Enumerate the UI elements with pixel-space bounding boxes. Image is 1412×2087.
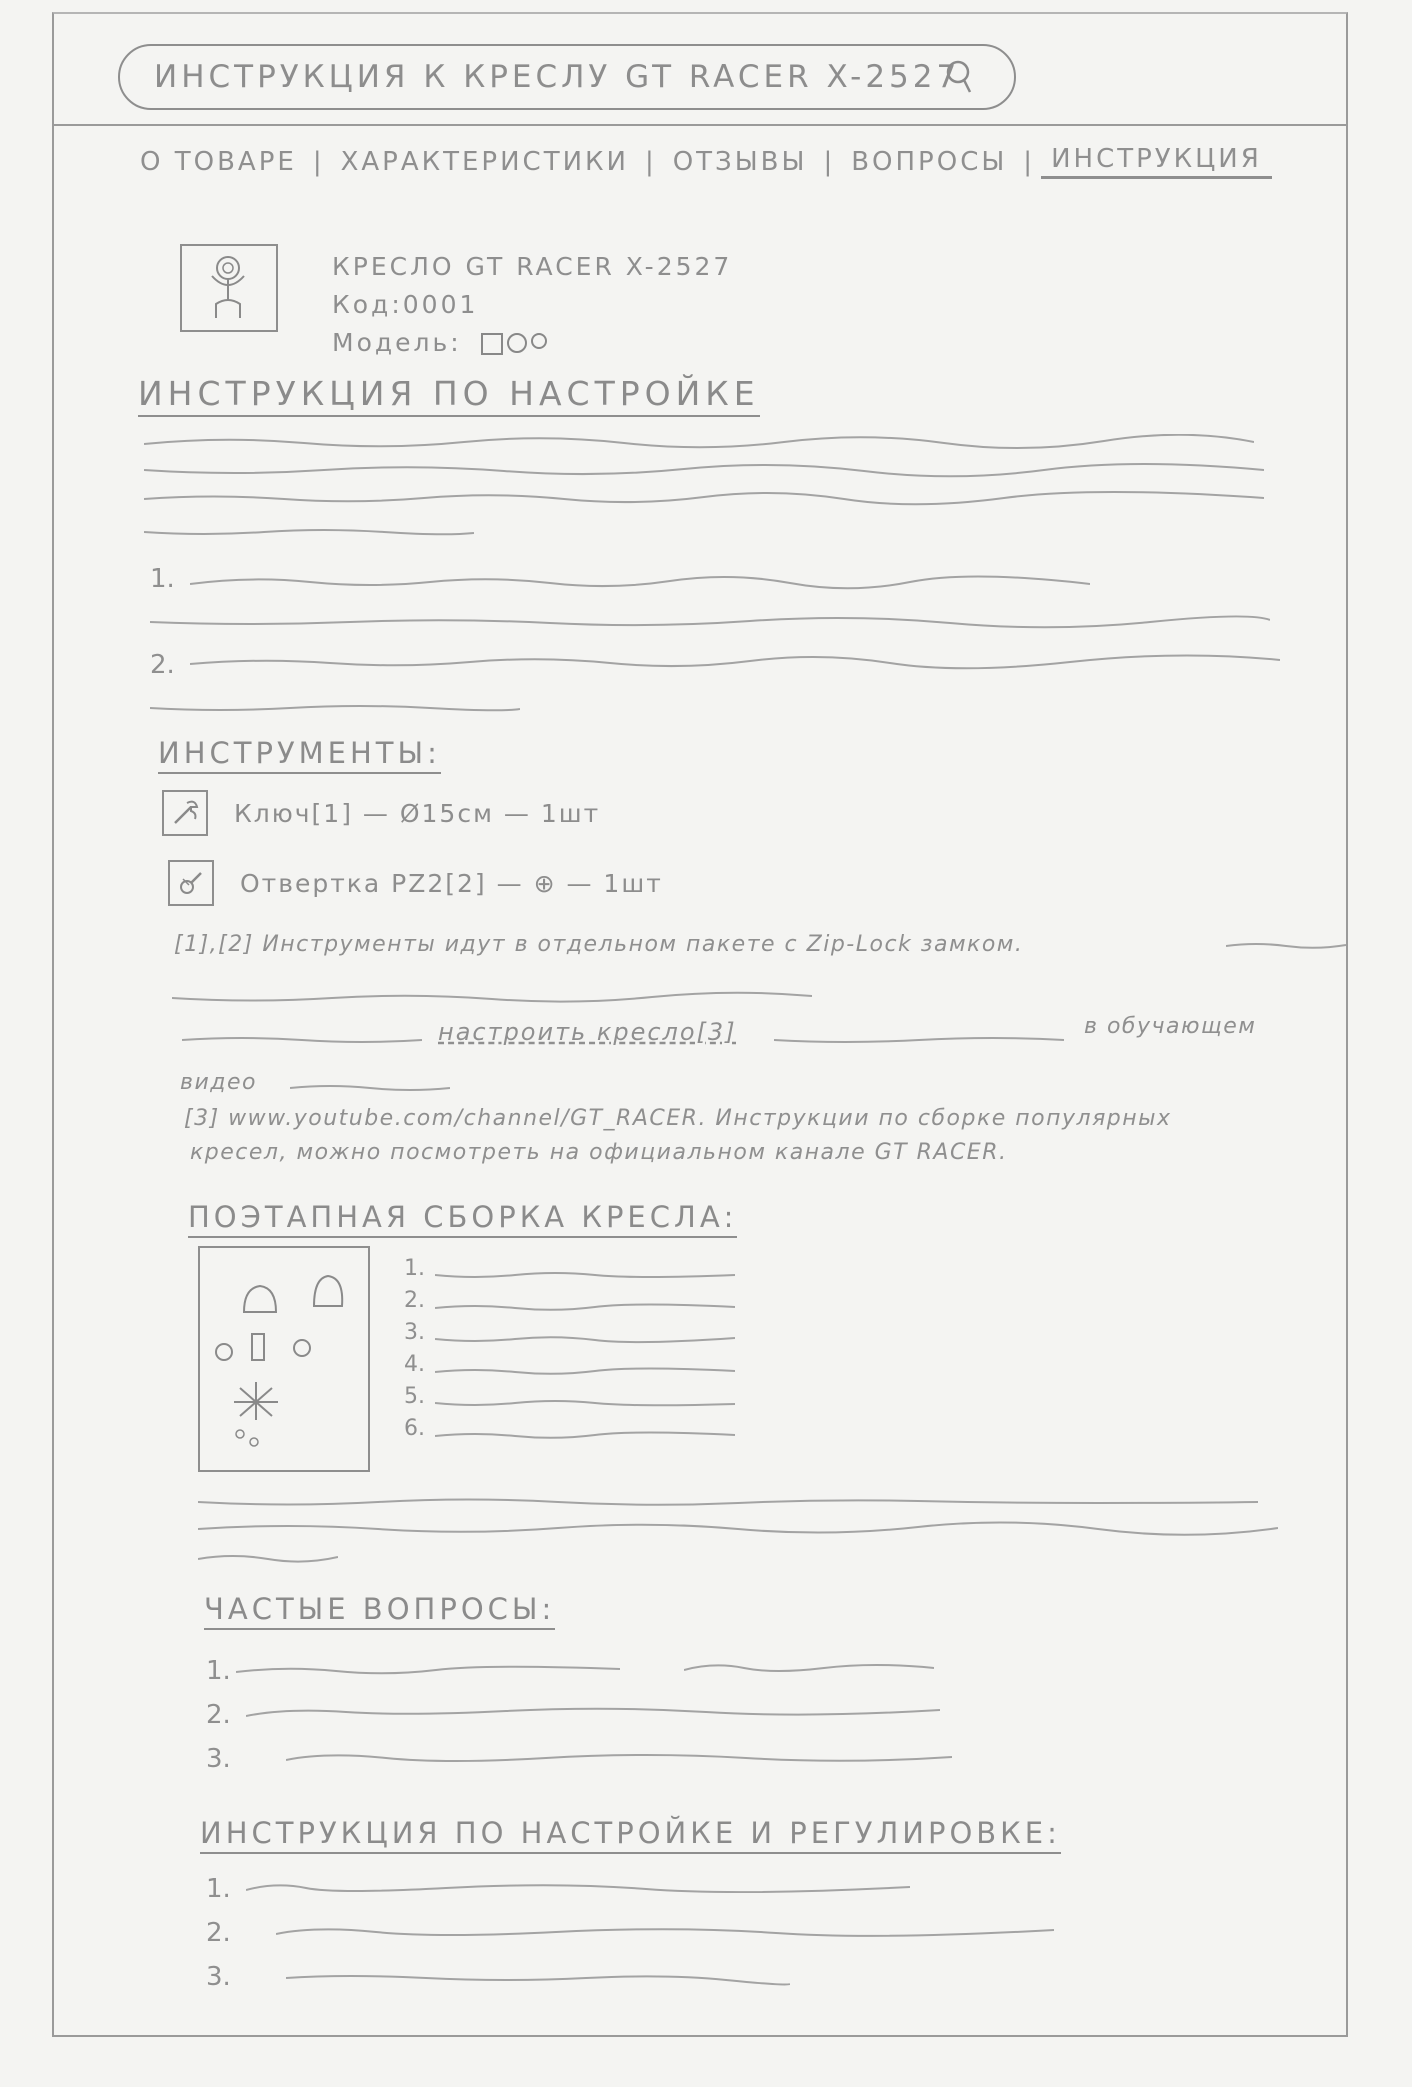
faq-item-number: 1. [206, 1656, 231, 1686]
text-line [246, 1880, 910, 1896]
faq-title: ЧАСТЫЕ ВОПРОСЫ: [204, 1592, 555, 1630]
step-number: 3. [404, 1319, 425, 1345]
tab-separator: | [823, 146, 836, 177]
faq-item-number: 3. [206, 1744, 231, 1774]
step-number: 4. [404, 1351, 425, 1377]
text-line [172, 990, 812, 1006]
text-line [198, 1550, 338, 1566]
product-code: Код:0001 [332, 290, 479, 319]
step-number: 5. [404, 1383, 425, 1409]
chair-parts-diagram-icon [200, 1248, 368, 1470]
search-bar[interactable] [118, 44, 1016, 110]
model-swatch-selected[interactable] [481, 333, 503, 355]
tab-instruction[interactable]: ИНСТРУКЦИЯ [1041, 144, 1272, 179]
list-item [404, 1316, 735, 1348]
tab-about[interactable]: О ТОВАРЕ [140, 146, 297, 177]
product-model [332, 324, 732, 362]
tool-item-text: Отвертка PZ2[2] — ⊕ — 1шт [240, 868, 663, 898]
wrench-icon [162, 790, 208, 836]
footnote-line: кресел, можно посмотреть на официальном канале GT RACER. [190, 1140, 1008, 1165]
text-line [198, 1494, 1258, 1510]
page-sheet [52, 12, 1348, 2037]
video-suffix: в обучающем [1084, 1014, 1257, 1039]
tool-item [168, 860, 663, 906]
text-line [290, 1080, 450, 1094]
tools-title: ИНСТРУМЕНТЫ: [158, 736, 441, 774]
step-number: 2. [404, 1287, 425, 1313]
text-line [1226, 938, 1346, 952]
product-thumbnail[interactable] [180, 244, 278, 332]
tab-separator: | [1023, 146, 1036, 177]
text-line [182, 1032, 422, 1046]
tab-reviews[interactable]: ОТЗЫВЫ [672, 146, 808, 177]
text-line [144, 524, 474, 540]
text-line [198, 1520, 1278, 1536]
setup-title: ИНСТРУКЦИЯ ПО НАСТРОЙКЕ [138, 374, 760, 417]
text-line [236, 1662, 620, 1678]
list-item [404, 1252, 735, 1284]
text-line [144, 490, 1264, 506]
adjust-item-number: 1. [206, 1874, 231, 1904]
footnote-line: [3] www.youtube.com/channel/GT_RACER. Инструкции по сборке популярных [184, 1106, 1172, 1131]
text-line [286, 1970, 790, 1988]
video-link[interactable]: настроить кресло[3] [438, 1018, 737, 1046]
tools-note: [1],[2] Инструменты идут в отдельном пакете с Zip-Lock замком. [174, 932, 1024, 957]
text-line [246, 1704, 940, 1720]
setup-item-number: 1. [150, 564, 175, 594]
text-line [774, 1032, 1064, 1046]
list-item [404, 1380, 735, 1412]
text-line [190, 654, 1280, 670]
screwdriver-icon [168, 860, 214, 906]
step-number: 6. [404, 1415, 425, 1441]
chair-icon [182, 246, 276, 330]
tab-questions[interactable]: ВОПРОСЫ [851, 146, 1008, 177]
step-number: 1. [404, 1255, 425, 1281]
list-item [404, 1348, 735, 1380]
assembly-diagram [198, 1246, 370, 1472]
list-item [404, 1284, 735, 1316]
video-word: видео [180, 1070, 257, 1095]
model-swatches [481, 333, 547, 355]
adjust-item-number: 2. [206, 1918, 231, 1948]
assembly-title: ПОЭТАПНАЯ СБОРКА КРЕСЛА: [188, 1200, 737, 1238]
text-line [144, 462, 1264, 478]
top-bar [54, 14, 1346, 126]
product-info [332, 248, 732, 362]
model-swatch[interactable] [507, 333, 527, 353]
tab-separator: | [312, 146, 325, 177]
tool-item-text: Ключ[1] — Ø15см — 1шт [234, 798, 601, 828]
list-item [404, 1412, 735, 1444]
setup-item-number: 2. [150, 650, 175, 680]
text-line [684, 1660, 934, 1676]
text-line [150, 614, 1270, 630]
model-label: Модель: [332, 328, 462, 357]
faq-item-number: 2. [206, 1700, 231, 1730]
adjust-item-number: 3. [206, 1962, 231, 1992]
tab-bar [130, 144, 1272, 179]
adjust-title: ИНСТРУКЦИЯ ПО НАСТРОЙКЕ И РЕГУЛИРОВКЕ: [200, 1816, 1061, 1854]
assembly-steps [404, 1252, 735, 1444]
search-input[interactable]: ИНСТРУКЦИЯ К КРЕСЛУ GT RACER X-2527 [154, 59, 961, 95]
tool-item [162, 790, 600, 836]
text-line [144, 434, 1254, 450]
video-link-row [438, 1018, 737, 1046]
tab-specs[interactable]: ХАРАКТЕРИСТИКИ [340, 146, 629, 177]
text-line [286, 1750, 952, 1766]
text-line [276, 1924, 1054, 1940]
product-name: КРЕСЛО GT RACER X-2527 [332, 252, 733, 281]
text-line [150, 700, 520, 716]
tab-separator: | [644, 146, 657, 177]
search-icon[interactable] [944, 58, 974, 96]
text-line [190, 574, 1090, 590]
model-swatch[interactable] [531, 333, 547, 349]
